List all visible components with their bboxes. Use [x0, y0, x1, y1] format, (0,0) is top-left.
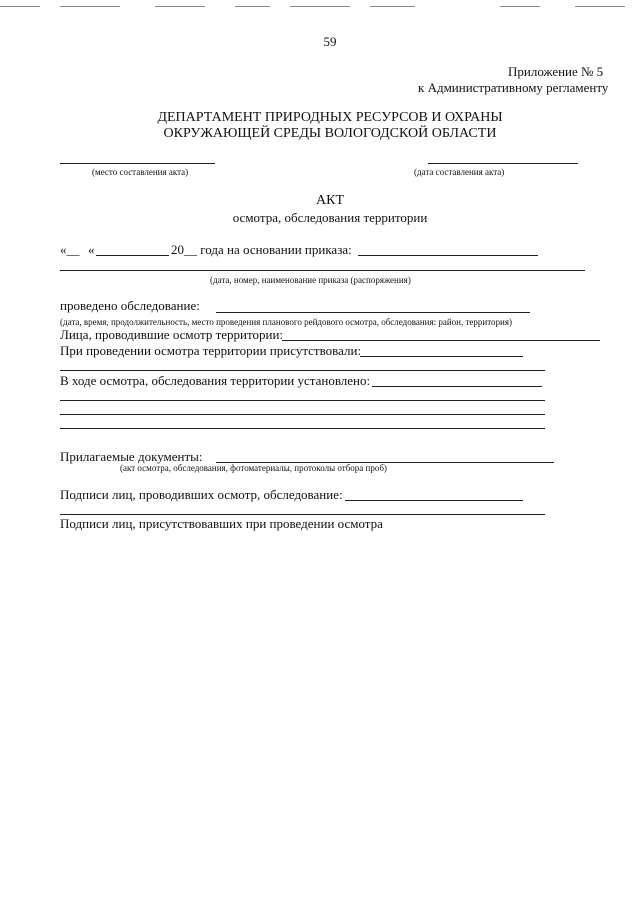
department-name-line2: ОКРУЖАЮЩЕЙ СРЕДЫ ВОЛОГОДСКОЙ ОБЛАСТИ [163, 126, 497, 141]
appendix-regulation: к Административному регламенту [418, 80, 609, 95]
scan-artifact-line [60, 6, 120, 7]
inspectors-signature-label: Подписи лиц, проводивших осмотр, обследование: [60, 487, 343, 502]
inspection-label: проведено обследование: [60, 298, 200, 313]
established-label: В ходе осмотра, обследования территории установлено: [60, 373, 371, 388]
scan-artifact-line [500, 6, 540, 7]
established-line-3 [60, 414, 545, 415]
documents-label: Прилагаемые документы: [60, 449, 203, 464]
scan-artifact-line [235, 6, 270, 7]
order-month-line [96, 255, 169, 256]
persons-label: Лица, проводившие осмотр территории: [60, 327, 284, 342]
scan-artifact-line [370, 6, 415, 7]
department-name-line1: ДЕПАРТАМЕНТ ПРИРОДНЫХ РЕСУРСОВ И ОХРАНЫ [157, 110, 503, 125]
place-line [60, 163, 215, 164]
order-caption: (дата, номер, наименование приказа (распоряжения) [210, 275, 411, 285]
established-line-2 [60, 400, 545, 401]
persons-line [282, 340, 600, 341]
present-line [360, 356, 523, 357]
inspection-line [216, 312, 530, 313]
order-line [358, 255, 538, 256]
order-full-line [60, 270, 585, 271]
present-signature-label: Подписи лиц, присутствовавших при проведении осмотра [60, 516, 383, 531]
scan-artifact-line [290, 6, 350, 7]
documents-caption: (акт осмотра, обследования, фотоматериалы, протоколы отбора проб) [120, 463, 387, 473]
date-line [428, 163, 578, 164]
act-subtitle: осмотра, обследования территории [232, 210, 428, 225]
order-year-text: 20__ года на основании приказа: [171, 242, 352, 257]
scan-artifact-line [155, 6, 205, 7]
established-line-4 [60, 428, 545, 429]
present-line-2 [60, 370, 545, 371]
page-number: 59 [323, 34, 337, 49]
signature-line-2 [60, 514, 545, 515]
established-line [372, 386, 542, 387]
date-caption: (дата составления акта) [414, 167, 505, 177]
present-label: При проведении осмотра территории присутствовали: [60, 343, 362, 358]
order-quote-month: « [88, 242, 95, 257]
inspection-caption: (дата, время, продолжительность, место проведения планового рейдового осмотра, обследования: район, территория) [60, 317, 513, 327]
scan-artifact-line [575, 6, 625, 7]
place-caption: (место составления акта) [92, 167, 189, 177]
appendix-number: Приложение № 5 [508, 64, 604, 79]
scan-artifact-line [0, 6, 40, 7]
act-title: АКТ [316, 193, 344, 208]
inspectors-signature-line [345, 500, 523, 501]
order-quote-open: «__ [60, 242, 80, 257]
